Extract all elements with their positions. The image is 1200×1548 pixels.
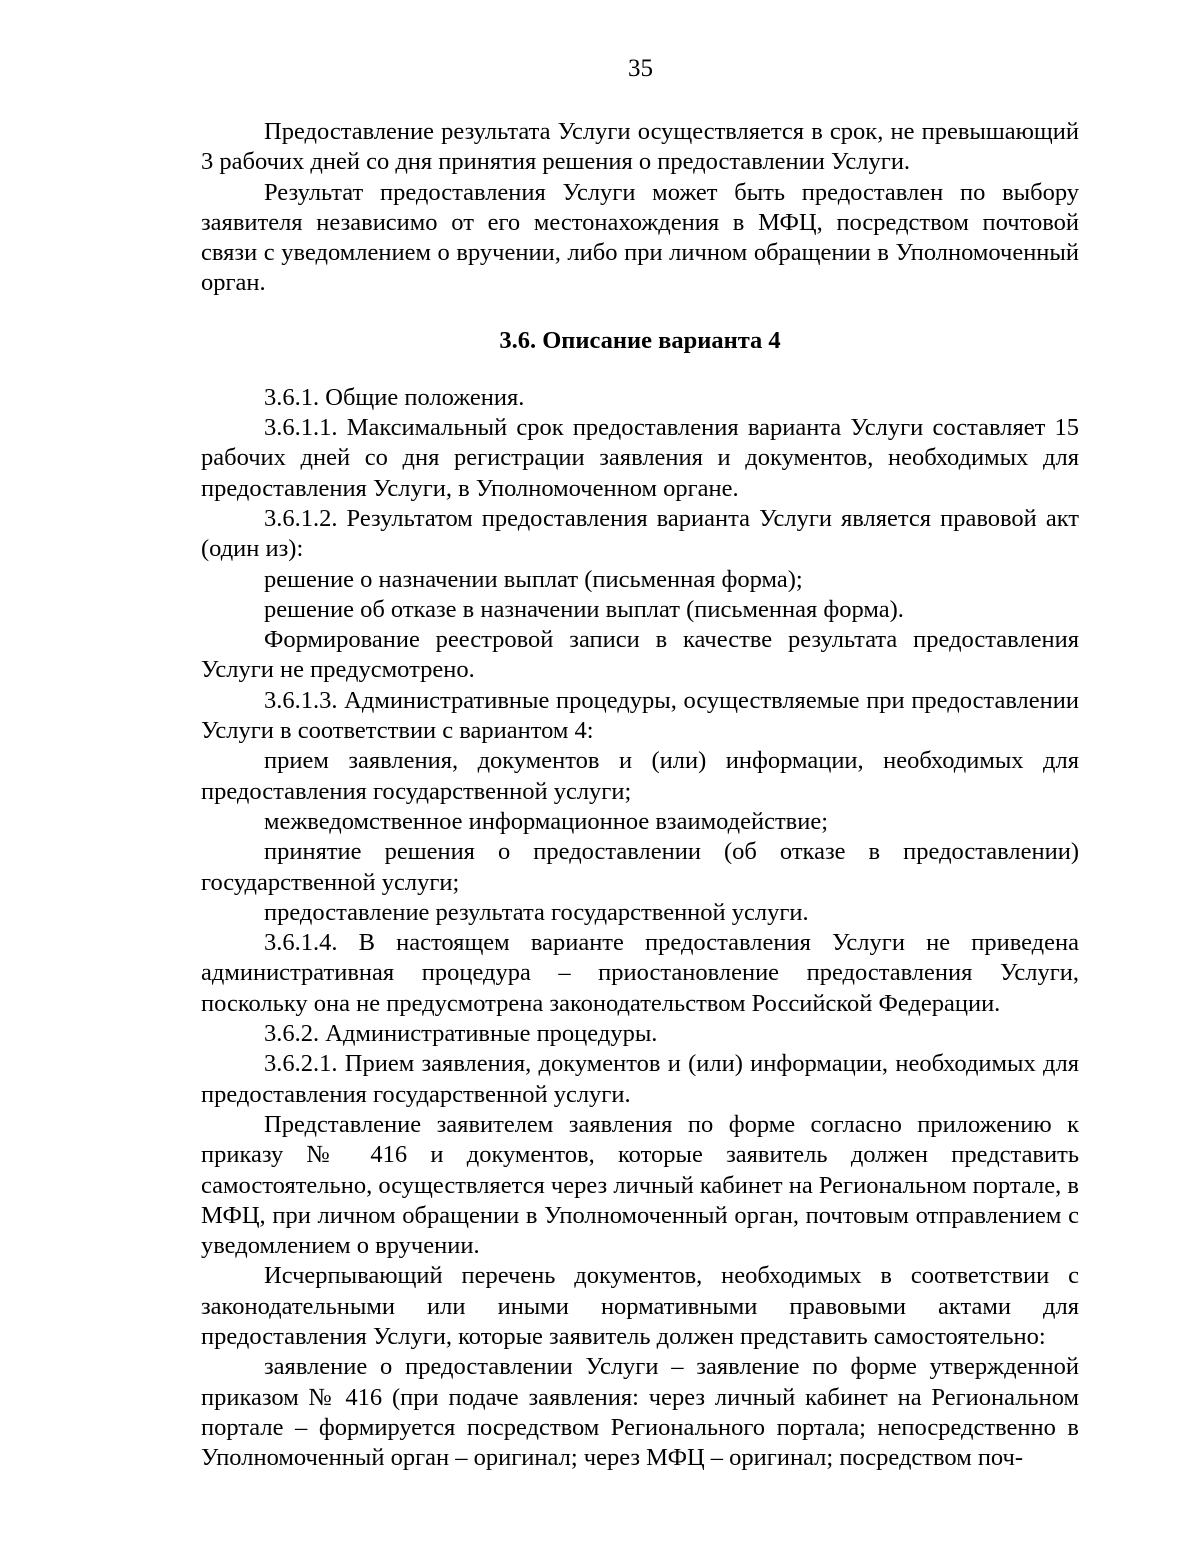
- list-item: прием заявления, документов и (или) информации, необходимых для предоставления государственной услуги;: [201, 747, 1079, 805]
- paragraph: 3.6.1.1. Максимальный срок предоставления варианта Услуги составляет 15 рабочих дней со дня регистрации заявления и документов, необходимых для предоставления Услуги, в Уполномоченном органе.: [201, 414, 1079, 502]
- paragraph: 3.6.2. Административные процедуры.: [264, 1020, 658, 1048]
- paragraph: Предоставление результата Услуги осуществляется в срок, не превышающий 3 рабочих дней со дня принятия решения о предоставлении Услуги.: [201, 118, 1079, 176]
- list-item: решение о назначении выплат (письменная форма);: [264, 565, 803, 593]
- paragraph: Результат предоставления Услуги может быть предоставлен по выбору заявителя независимо от его местонахождения в МФЦ, посредством почтовой связи с уведомлением о вручении, либо при личном обращении в Уполномоченный орган.: [201, 178, 1079, 297]
- list-item: решение об отказе в назначении выплат (письменная форма).: [264, 595, 904, 623]
- paragraph: 3.6.2.1. Прием заявления, документов и (или) информации, необходимых для предоставления государственной услуги.: [201, 1050, 1079, 1108]
- paragraph: 3.6.1.3. Административные процедуры, осуществляемые при предоставлении Услуги в соответствии с вариантом 4:: [201, 686, 1079, 745]
- paragraph: 3.6.1. Общие положения.: [264, 383, 525, 411]
- paragraph: Формирование реестровой записи в качестве результата предоставления Услуги не предусмотрено.: [201, 626, 1079, 684]
- section-heading: 3.6. Описание варианта 4: [499, 326, 781, 354]
- list-item: заявление о предоставлении Услуги – заявление по форме утвержденной приказом № 416 (при подаче заявления: через личный кабинет на Региональном портале – формируется посредством Регионального портала; непосредственно в Уполномоченный орган – оригинал; через МФЦ – оригинал; посредством поч-: [201, 1353, 1079, 1472]
- page-number: 35: [628, 55, 653, 82]
- list-item: предоставление результата государственной услуги.: [264, 898, 809, 926]
- paragraph: 3.6.1.4. В настоящем варианте предоставления Услуги не приведена административная процедура – приостановление предоставления Услуги, поскольку она не предусмотрена законодательством Российской Федерации.: [201, 929, 1079, 1017]
- paragraph: Представление заявителем заявления по форме согласно приложению к приказу № 416 и документов, которые заявитель должен представить самостоятельно, осуществляется через личный кабинет на Региональном портале, в МФЦ, при личном обращении в Уполномоченный орган, почтовым отправлением с уведомлением о вручении.: [201, 1110, 1079, 1260]
- paragraph: Исчерпывающий перечень документов, необходимых в соответствии с законодательными или иными нормативными правовыми актами для предоставления Услуги, которые заявитель должен представить самостоятельно:: [201, 1262, 1079, 1350]
- document-body: [201, 117, 1079, 1473]
- list-item: принятие решения о предоставлении (об отказе в предоставлении) государственной услуги;: [201, 838, 1079, 896]
- list-item: межведомственное информационное взаимодействие;: [264, 807, 829, 835]
- paragraph: 3.6.1.2. Результатом предоставления варианта Услуги является правовой акт (один из):: [201, 504, 1079, 563]
